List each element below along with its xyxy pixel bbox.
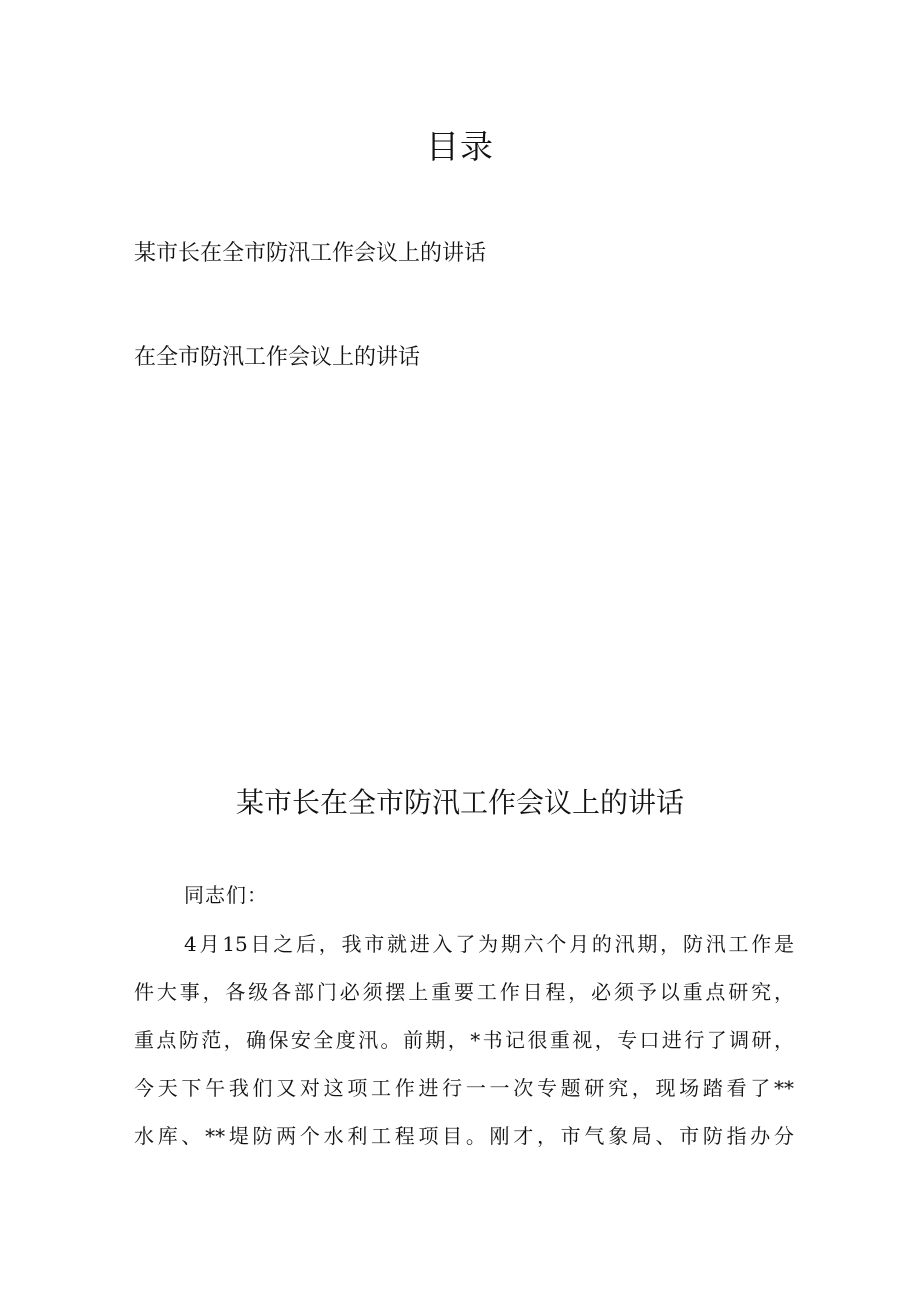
body-line: 4月15日之后，我市就进入了为期六个月的汛期，防汛工作是 (184, 932, 794, 956)
body-line: 今天下午我们又对这项工作进行一一次专题研究，现场踏看了** (134, 1076, 794, 1100)
body-line: 水库、**堤防两个水利工程项目。刚才，市气象局、市防指办分 (134, 1124, 794, 1148)
body-line: 重点防范，确保安全度汛。前期，*书记很重视，专口进行了调研， (134, 1028, 794, 1052)
salutation: 同志们： (184, 883, 268, 907)
toc-title: 目录 (426, 127, 494, 166)
toc-item-2[interactable]: 在全市防汛工作会议上的讲话 (134, 345, 421, 370)
toc-item-1[interactable]: 某市长在全市防汛工作会议上的讲话 (134, 241, 487, 266)
body-line: 件大事，各级各部门必须摆上重要工作日程，必须予以重点研究， (134, 980, 794, 1004)
document-title: 某市长在全市防汛工作会议上的讲话 (235, 786, 684, 819)
